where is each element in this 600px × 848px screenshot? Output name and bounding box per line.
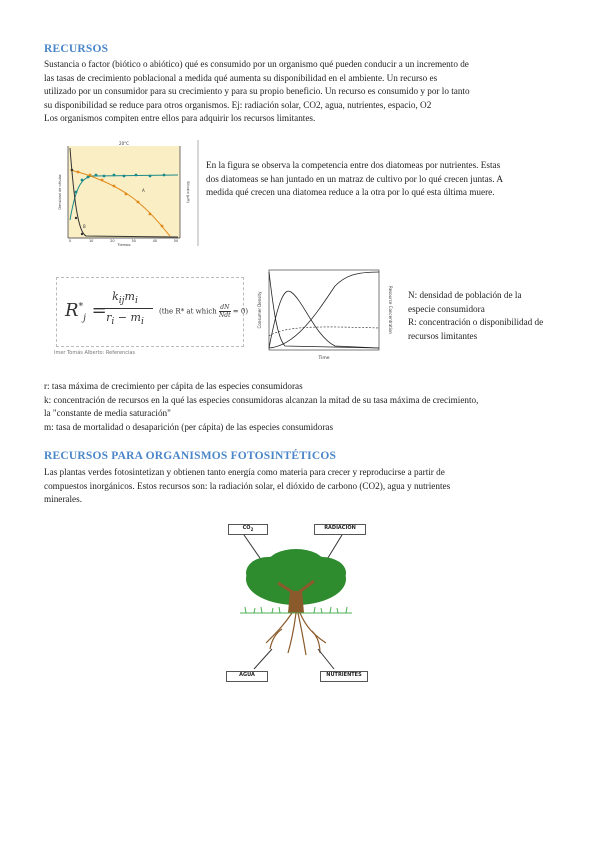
point bbox=[101, 179, 104, 182]
point bbox=[135, 174, 138, 177]
grass-blade bbox=[272, 608, 273, 613]
x-tick-label: 30 bbox=[131, 239, 136, 243]
point bbox=[75, 217, 77, 219]
point bbox=[71, 169, 73, 171]
text-line: Los organismos compiten entre ellos para adquirir los recursos limitantes. bbox=[44, 113, 316, 124]
chart-title: 20°C bbox=[119, 141, 129, 146]
co2-arrow bbox=[244, 535, 262, 561]
x-axis-label: Tiempo bbox=[117, 243, 131, 246]
text-line: N: densidad de población de la bbox=[408, 290, 522, 300]
chart-frame bbox=[269, 270, 379, 350]
text-line: medida qué crecen una diatomea reduce a la otra por lo qué esta última muere. bbox=[206, 187, 495, 198]
resource-curve bbox=[269, 272, 379, 348]
point bbox=[95, 174, 98, 177]
chart-legend bbox=[408, 289, 573, 343]
text-line: Las plantas verdes fotosintetizan y obtienen tanto energía como materia para crecer y reproducirse a partir de bbox=[44, 467, 445, 477]
text-line: r: tasa máxima de crecimiento per cápita de las especies consumidoras bbox=[44, 381, 303, 391]
tree-roots bbox=[266, 613, 326, 655]
consumer-2-curve bbox=[269, 272, 379, 348]
root bbox=[266, 613, 292, 643]
text-line: su disponibilidad se reduce para otros organismos. Ej: radiación solar, CO2, agua, nutrientes, espacio, O2 bbox=[44, 99, 432, 110]
point bbox=[113, 185, 116, 188]
text-line: la "constante de media saturación" bbox=[44, 408, 171, 419]
point bbox=[137, 201, 140, 204]
fotosinteticos-text bbox=[44, 466, 564, 507]
y-left-label: Consumer Density bbox=[257, 291, 262, 329]
grass-blade bbox=[321, 608, 322, 613]
grass-blade bbox=[254, 608, 255, 613]
grass-blade bbox=[314, 607, 315, 613]
text-line: R: concentración o disponibilidad de bbox=[408, 317, 544, 328]
radiation-label: RADIACIÓN bbox=[314, 524, 366, 535]
text-line: Sustancia o factor (biótico o abiótico) qué es consumido por un organismo qué pueden conducir a un incremento de bbox=[44, 59, 469, 69]
den-r: r bbox=[106, 311, 112, 325]
diatom-competition-chart bbox=[58, 140, 190, 246]
consumer-resource-chart bbox=[255, 266, 400, 362]
root bbox=[298, 613, 306, 655]
co2-text: CO bbox=[242, 525, 251, 531]
formula-sup: * bbox=[78, 302, 84, 312]
formula-condition bbox=[159, 304, 248, 319]
grass-blade bbox=[346, 607, 347, 613]
point bbox=[103, 175, 106, 178]
point bbox=[75, 191, 78, 194]
nutrients-label: NUTRIENTES bbox=[320, 671, 368, 682]
grass-blade bbox=[330, 607, 331, 613]
num-m: m bbox=[124, 290, 135, 303]
num-k-sub: ij bbox=[118, 295, 125, 307]
recursos-definition bbox=[44, 58, 564, 126]
formula-lhs: $R^*_j$ = bbox=[65, 300, 107, 324]
canopy-shape bbox=[268, 549, 324, 577]
y-right-label: Silicato (µM) bbox=[186, 181, 190, 203]
cond-text: (the R* at which bbox=[159, 307, 217, 316]
parameter-definitions bbox=[44, 380, 574, 434]
grass-blade bbox=[245, 607, 246, 613]
point bbox=[163, 174, 166, 177]
series-label-a: A bbox=[142, 188, 145, 193]
r-star-formula bbox=[61, 290, 249, 332]
x-axis-label: Time bbox=[318, 356, 330, 361]
point bbox=[125, 193, 128, 196]
y-right-label: Resource Concentration bbox=[388, 286, 393, 334]
cond-fraction bbox=[219, 304, 231, 319]
x-tick-label: 20 bbox=[110, 239, 115, 243]
figure1-description bbox=[206, 159, 566, 200]
formula-fraction bbox=[97, 290, 153, 327]
point bbox=[87, 176, 90, 179]
cond-frac-top: dN bbox=[220, 304, 230, 311]
grass-blade bbox=[279, 607, 280, 613]
text-line: utilizado por un consumidor para su crecimiento y para su propio beneficio. Un recurso es consumido y por lo tanto bbox=[44, 86, 470, 97]
x-tick-label: 0 bbox=[68, 239, 72, 243]
nutrients-arrow bbox=[318, 649, 334, 669]
x-tick-label: 50 bbox=[173, 239, 179, 243]
cond-frac-bottom: Ndt bbox=[219, 312, 231, 319]
tree-illustration bbox=[222, 521, 368, 683]
den-m: m bbox=[130, 311, 141, 325]
point bbox=[149, 213, 152, 216]
y-left-label: Densidad de células bbox=[58, 174, 62, 210]
point bbox=[149, 175, 152, 178]
water-label: AGUA bbox=[226, 671, 268, 682]
co2-label bbox=[228, 524, 268, 535]
x-tick-label: 40 bbox=[152, 239, 158, 243]
text-line: recursos limitantes bbox=[408, 330, 478, 341]
consumer-1-curve bbox=[269, 291, 379, 348]
text-line: k: concentración de recursos en la qué las especies consumidoras alcanzan la mitad de su tasa máxima de crecimiento, bbox=[44, 394, 479, 405]
tree-resources-figure bbox=[222, 521, 368, 683]
root bbox=[288, 613, 296, 653]
water-arrow bbox=[254, 649, 272, 669]
point bbox=[77, 171, 80, 174]
series-label-b: B bbox=[83, 224, 86, 229]
point bbox=[89, 174, 92, 177]
text-line: especie consumidora bbox=[408, 303, 485, 314]
grass-blade bbox=[261, 607, 262, 613]
formula-denominator: $r_i - m_i$ bbox=[106, 311, 144, 328]
formula-sub: j bbox=[83, 313, 86, 324]
formula-caption: Imer Tomás Alberto: Referencias bbox=[54, 350, 136, 356]
text-line: En la figura se observa la competencia entre dos diatomeas por nutrientes. Estas bbox=[206, 160, 501, 170]
text-line: las tasas de crecimiento poblacional a medida qué aumenta su disponibilidad en el ambiente. Un recurso es bbox=[44, 72, 438, 83]
point bbox=[123, 175, 126, 178]
point bbox=[113, 174, 116, 177]
tree-trunk bbox=[288, 591, 304, 613]
grass-blade bbox=[337, 608, 338, 613]
point bbox=[81, 179, 84, 182]
formula-box bbox=[56, 277, 249, 347]
formula-numerator bbox=[97, 290, 153, 309]
num-m-sub: i bbox=[134, 295, 138, 307]
point bbox=[161, 225, 164, 228]
text-line: dos diatomeas se han juntado en un matraz de cultivo por lo qué crecen juntas. A bbox=[206, 173, 503, 184]
root bbox=[300, 613, 326, 643]
num-k: k bbox=[112, 290, 119, 303]
den-r-sub: i bbox=[111, 316, 115, 328]
point bbox=[81, 233, 83, 235]
figure-divider bbox=[197, 140, 199, 246]
section-title-recursos: RECURSOS bbox=[44, 43, 109, 55]
section-title-fotosinteticos: RECURSOS PARA ORGANISMOS FOTOSINTÉTICOS bbox=[44, 450, 337, 462]
x-tick-label: 10 bbox=[88, 239, 94, 243]
den-m-sub: i bbox=[140, 316, 144, 328]
text-line: m: tasa de mortalidad o desaparición (per cápita) de las especies consumidoras bbox=[44, 421, 334, 432]
co2-sub: 2 bbox=[250, 527, 254, 532]
cond-end: = 0) bbox=[232, 307, 249, 316]
formula-r: R bbox=[65, 300, 79, 321]
resource-threshold-curve bbox=[269, 327, 379, 336]
radiation-arrow bbox=[326, 535, 342, 561]
text-line: compuestos inorgánicos. Estos recursos son: la radiación solar, el dióxido de carbono (CO2), agua y nutrientes bbox=[44, 480, 451, 491]
text-line: minerales. bbox=[44, 494, 83, 505]
